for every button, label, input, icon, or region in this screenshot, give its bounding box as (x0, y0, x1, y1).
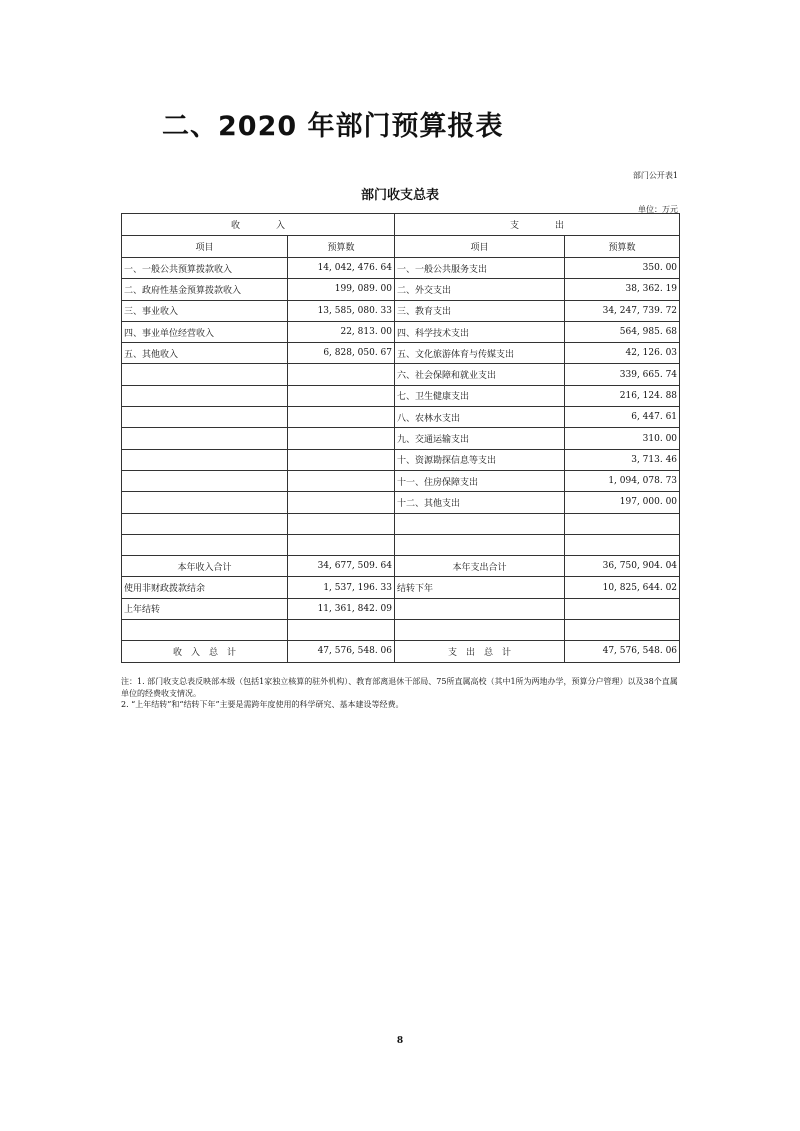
expense-item-cell: 本年支出合计 (395, 556, 565, 577)
expense-item-cell: 七、卫生健康支出 (395, 385, 565, 406)
expense-value-cell (565, 534, 680, 555)
income-item-header: 项目 (122, 236, 288, 258)
expense-item-cell: 十、资源勘探信息等支出 (395, 449, 565, 470)
expense-item-cell: 八、农林水支出 (395, 407, 565, 428)
expense-item-header: 项目 (395, 236, 565, 258)
note-1: 注：1. 部门收支总表反映部本级（包括1家独立核算的驻外机构）、教育部离退休干部局、75所直属高校（其中1所为两地办学，预算分户管理）以及38个直属单位的经费收支情况。 (121, 677, 678, 698)
income-value-cell (288, 492, 395, 513)
income-value-cell: 199, 089. 00 (288, 279, 395, 300)
table-row (122, 470, 680, 491)
expense-item-cell: 六、社会保障和就业支出 (395, 364, 565, 385)
expense-header: 支 出 (395, 214, 680, 236)
table-row (122, 428, 680, 449)
income-value-cell (288, 513, 395, 534)
table-row (122, 641, 680, 662)
expense-value-cell: 42, 126. 03 (565, 343, 680, 364)
income-value-cell (288, 534, 395, 555)
income-value-cell (288, 364, 395, 385)
income-item-cell (122, 470, 288, 491)
table-row (122, 492, 680, 513)
income-item-cell: 本年收入合计 (122, 556, 288, 577)
expense-value-cell (565, 620, 680, 641)
income-item-cell: 收 入 总 计 (122, 641, 288, 662)
expense-value-cell: 10, 825, 644. 02 (565, 577, 680, 598)
table-row (122, 258, 680, 279)
expense-value-cell: 3, 713. 46 (565, 449, 680, 470)
expense-value-cell: 197, 000. 00 (565, 492, 680, 513)
income-value-cell: 14, 042, 476. 64 (288, 258, 395, 279)
income-value-cell: 47, 576, 548. 06 (288, 641, 395, 662)
page-number: 8 (396, 1036, 404, 1046)
expense-value-cell: 564, 985. 68 (565, 321, 680, 342)
table-row (122, 449, 680, 470)
expense-value-cell: 216, 124. 88 (565, 385, 680, 406)
income-value-cell: 1, 537, 196. 33 (288, 577, 395, 598)
table-row (122, 513, 680, 534)
income-value-cell: 34, 677, 509. 64 (288, 556, 395, 577)
table-row (122, 321, 680, 342)
expense-value-cell: 310. 00 (565, 428, 680, 449)
income-value-cell (288, 449, 395, 470)
page-heading: 二、2020 年部门预算报表 (162, 111, 504, 142)
income-header: 收 入 (122, 214, 395, 236)
income-item-cell (122, 492, 288, 513)
table-row (122, 300, 680, 321)
table-row (122, 577, 680, 598)
section-header-row (122, 214, 680, 236)
expense-value-cell: 1, 094, 078. 73 (565, 470, 680, 491)
table-row (122, 598, 680, 619)
table-row (122, 385, 680, 406)
income-value-cell (288, 385, 395, 406)
income-item-cell (122, 364, 288, 385)
expense-item-cell (395, 620, 565, 641)
expense-value-cell (565, 598, 680, 619)
income-item-cell: 四、事业单位经营收入 (122, 321, 288, 342)
budget-table (121, 213, 680, 663)
expense-value-cell: 350. 00 (565, 258, 680, 279)
income-item-cell: 上年结转 (122, 598, 288, 619)
expense-item-cell: 结转下年 (395, 577, 565, 598)
income-item-cell: 二、政府性基金预算拨款收入 (122, 279, 288, 300)
income-item-cell (122, 385, 288, 406)
expense-value-cell: 339, 665. 74 (565, 364, 680, 385)
expense-item-cell (395, 513, 565, 534)
expense-item-cell (395, 598, 565, 619)
income-item-cell (122, 620, 288, 641)
expense-item-cell: 二、外交支出 (395, 279, 565, 300)
expense-value-cell (565, 513, 680, 534)
expense-budget-header: 预算数 (565, 236, 680, 258)
expense-item-cell: 支 出 总 计 (395, 641, 565, 662)
expense-item-cell: 四、科学技术支出 (395, 321, 565, 342)
income-budget-header: 预算数 (288, 236, 395, 258)
income-value-cell: 11, 361, 842. 09 (288, 598, 395, 619)
income-value-cell: 22, 813. 00 (288, 321, 395, 342)
expense-item-cell: 九、交通运输支出 (395, 428, 565, 449)
table-row (122, 364, 680, 385)
table-title: 部门收支总表 (360, 188, 439, 203)
expense-value-cell: 36, 750, 904. 04 (565, 556, 680, 577)
income-item-cell: 一、一般公共预算拨款收入 (122, 258, 288, 279)
income-item-cell: 使用非财政拨款结余 (122, 577, 288, 598)
expense-item-cell: 一、一般公共服务支出 (395, 258, 565, 279)
column-header-row (122, 236, 680, 258)
unit-label: 单位：万元 (638, 205, 678, 214)
expense-item-cell: 十一、住房保障支出 (395, 470, 565, 491)
table-notes (121, 676, 681, 711)
expense-value-cell: 6, 447. 61 (565, 407, 680, 428)
table-row (122, 556, 680, 577)
table-row (122, 279, 680, 300)
income-value-cell: 6, 828, 050. 67 (288, 343, 395, 364)
income-value-cell: 13, 585, 080. 33 (288, 300, 395, 321)
income-item-cell (122, 534, 288, 555)
expense-item-cell: 三、教育支出 (395, 300, 565, 321)
table-row (122, 343, 680, 364)
expense-item-cell (395, 534, 565, 555)
income-value-cell (288, 470, 395, 491)
expense-value-cell: 38, 362. 19 (565, 279, 680, 300)
table-row (122, 407, 680, 428)
income-item-cell: 三、事业收入 (122, 300, 288, 321)
expense-value-cell: 47, 576, 548. 06 (565, 641, 680, 662)
income-item-cell (122, 513, 288, 534)
income-value-cell (288, 407, 395, 428)
table-row (122, 534, 680, 555)
table-tag: 部门公开表1 (632, 171, 678, 180)
expense-item-cell: 五、文化旅游体育与传媒支出 (395, 343, 565, 364)
income-item-cell (122, 407, 288, 428)
note-2: 2. “上年结转”和“结转下年”主要是需跨年度使用的科学研究、基本建设等经费。 (121, 700, 404, 709)
income-item-cell (122, 449, 288, 470)
income-item-cell (122, 428, 288, 449)
expense-item-cell: 十二、其他支出 (395, 492, 565, 513)
income-item-cell: 五、其他收入 (122, 343, 288, 364)
income-value-cell (288, 620, 395, 641)
expense-value-cell: 34, 247, 739. 72 (565, 300, 680, 321)
income-value-cell (288, 428, 395, 449)
table-row (122, 620, 680, 641)
